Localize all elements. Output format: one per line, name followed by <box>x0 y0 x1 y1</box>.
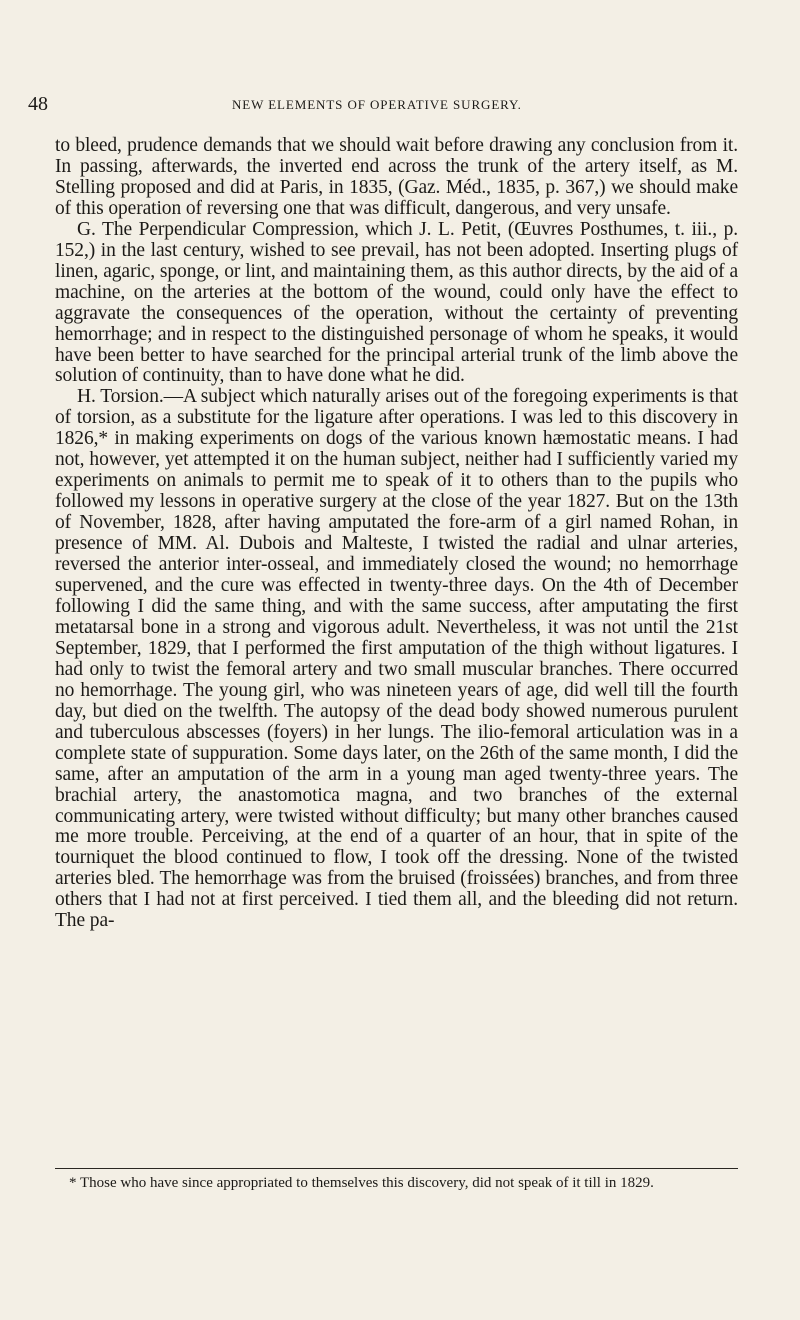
body-text <box>55 136 738 932</box>
running-title: NEW ELEMENTS OF OPERATIVE SURGERY. <box>232 97 522 112</box>
footnote-text: * Those who have since appropriated to themselves this discovery, did not speak of it till in 1829. <box>69 1175 654 1191</box>
paragraph: G. The Perpendicular Compression, which J. L. Petit, (Œuvres Posthumes, t. iii., p. 152,) in the last century, wished to see prevail, has not been adopted. Inserting plugs of linen, agaric, sponge, or lint, and maintaining them, as this author directs, by the aid of a machine, on the arteries at the bottom of the wound, could only have the effect to aggravate the consequences of the operation, without the certainty of preventing hemorrhage; and in respect to the distinguished personage of whom he speaks, it would have been better to have searched for the principal arterial trunk of the limb above the solution of continuity, than to have done what he did. <box>55 218 738 387</box>
footnote-divider <box>55 1168 738 1169</box>
paragraph: H. Torsion.—A subject which naturally arises out of the foregoing experiments is that of torsion, as a substitute for the ligature after operations. I was led to this discovery in 1826,* in making experiments on dogs of the various known hæmostatic means. I had not, however, yet attempted it on the human subject, neither had I sufficiently varied my experiments on animals to permit me to speak of it to others than to the pupils who followed my lessons in operative surgery at the close of the year 1827. But on the 13th of November, 1828, after having amputated the fore-arm of a girl named Rohan, in presence of MM. Al. Dubois and Malteste, I twisted the radial and ulnar arteries, reversed the anterior inter-osseal, and immediately closed the wound; no hemorrhage supervened, and the cure was effected in twenty-three days. On the 4th of December following I did the same thing, and with the same success, after amputating the first metatarsal bone in a strong and vigorous adult. Nevertheless, it was not until the 21st September, 1829, that I performed the first amputation of the thigh without ligatures. I had only to twist the femoral artery and two small muscular branches. There occurred no hemorrhage. The young girl, who was nineteen years of age, did well till the fourth day, but died on the twelfth. The autopsy of the dead body showed numerous purulent and tuberculous abscesses (foyers) in her lungs. The ilio-femoral articulation was in a complete state of suppuration. Some days later, on the 26th of the same month, I did the same, after an amputation of the arm in a young man aged twenty-three years. The brachial artery, the anastomotica magna, and two branches of the external communicating artery, were twisted without difficulty; but many other branches caused me more trouble. Perceiving, at the end of a quarter of an hour, that in spite of the tourniquet the blood continued to flow, I took off the dressing. None of the twisted arteries bled. The hemorrhage was from the bruised (froissées) branches, and from three others that I had not at first perceived. I tied them all, and the bleeding did not return. The pa- <box>55 386 738 932</box>
page-header <box>28 93 728 115</box>
paragraph: to bleed, prudence demands that we should wait before drawing any conclusion from it. In passing, afterwards, the inverted end across the trunk of the artery itself, as M. Stelling proposed and did at Paris, in 1835, (Gaz. Méd., 1835, p. 367,) we should make of this operation of reversing one that was difficult, dangerous, and very unsafe. <box>55 135 738 219</box>
page-number: 48 <box>28 93 48 115</box>
footnote <box>55 1175 738 1192</box>
